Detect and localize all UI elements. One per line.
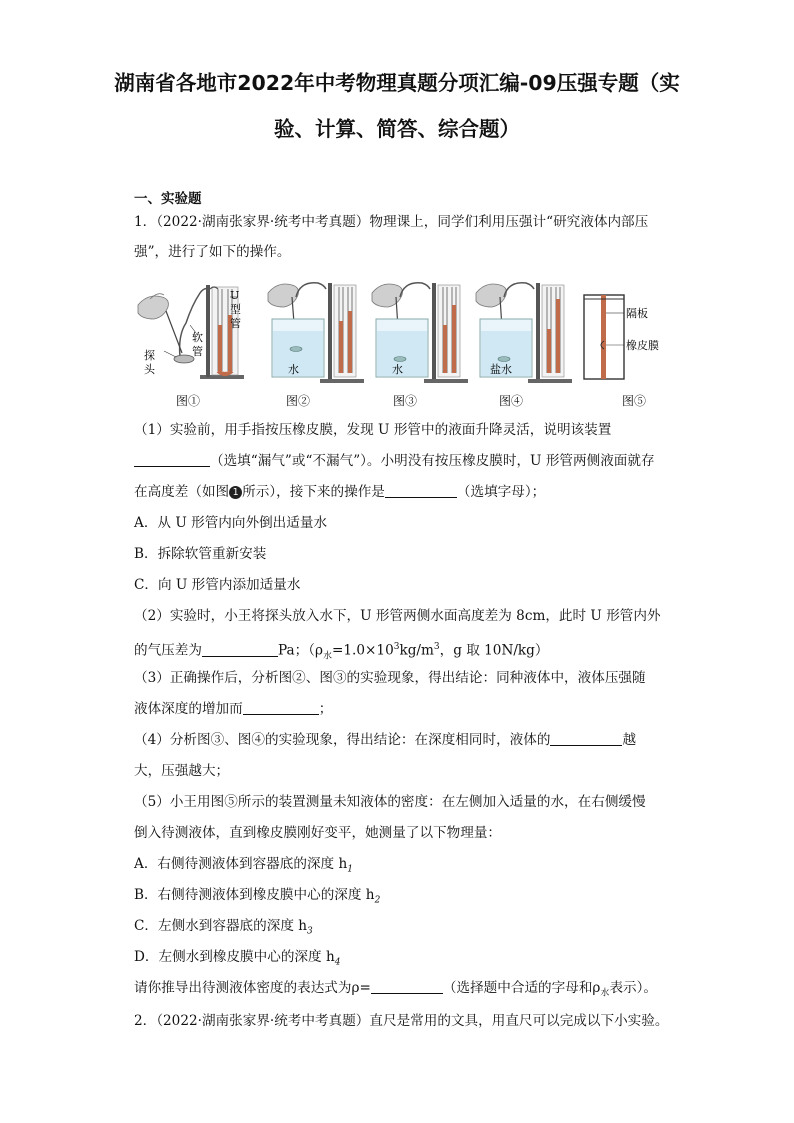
callout-u-tube-2: 型 <box>230 303 241 316</box>
q1-part1-line3-c: （选填字母）； <box>456 484 546 500</box>
answer-blank-6[interactable] <box>371 979 443 994</box>
q1-part3-line1: （3）正确操作后，分析图②、图③的实验现象，得出结论：同种液体中，液体压强随 <box>134 670 646 686</box>
q1-part5-option-c <box>134 917 313 941</box>
fig-label-3: 图③ <box>393 394 418 408</box>
answer-blank-4[interactable] <box>243 700 319 715</box>
q1-part1-line2 <box>134 452 655 470</box>
q1-part5-last-line <box>134 979 657 1003</box>
q1-part3-line2-b: ； <box>318 701 333 717</box>
experiment-figure <box>134 275 674 410</box>
q1-option-a: A．从 U 形管内向外倒出适量水 <box>134 515 328 531</box>
q1-part1-line3-a: 在高度差（如图 <box>134 484 230 500</box>
answer-blank-2[interactable] <box>385 483 457 498</box>
q1-part5-option-a <box>134 855 353 879</box>
q1-part3-line2 <box>134 700 332 718</box>
h3-subscript: 3 <box>307 926 313 937</box>
q1-part2-line1: （2）实验时，小王将探头放入水下，U 形管两侧水面高度差为 8cm，此时 U 形管内外 <box>134 608 661 624</box>
q1-part4-line1-b: 越 <box>622 732 637 748</box>
callout-soft-tube-2: 管 <box>192 345 203 358</box>
fig5-partition-container <box>584 295 659 379</box>
callout-soft-tube-1: 软 <box>192 331 203 344</box>
q1-part5-last-b: （选择题中合适的字母和ρ <box>442 980 601 996</box>
fig2-beaker-setup <box>268 283 364 383</box>
q1-part5-last-a: 请你推导出待测液体密度的表达式为ρ= <box>134 980 371 996</box>
q1-part5-line1: （5）小王用图⑤所示的装置测量未知液体的密度：在左侧加入适量的水，在右侧缓慢 <box>134 794 646 810</box>
q1-part2-density: =1.0×10 <box>332 642 394 659</box>
q1-part2-unit: kg/m <box>399 642 434 659</box>
fig-label-5: 图⑤ <box>622 394 647 408</box>
fig3-water-label: 水 <box>392 363 403 376</box>
fig-label-1: 图① <box>176 394 201 408</box>
q1-part5-option-d <box>134 948 340 972</box>
answer-blank-5[interactable] <box>550 731 622 746</box>
callout-u-tube-3: 管 <box>230 317 241 330</box>
q1-part2-exponent: 3 <box>393 642 400 652</box>
h4-subscript: 4 <box>334 957 341 968</box>
q1-part4-line1 <box>134 731 636 749</box>
q1-stem-line1: 1．（2022·湖南张家界·统考中考真题）物理课上，同学们利用压强计“研究液体内部压 <box>134 214 649 230</box>
q1-part4-line1-a: （4）分析图③、图④的实验现象，得出结论：在深度相同时，液体的 <box>134 732 551 748</box>
fig5-membrane-label: 橡皮膜 <box>626 339 659 352</box>
q1-part2-line2-b: Pa；（ρ <box>277 642 323 659</box>
q1-part5-option-d-text: D．左侧水到橡皮膜中心的深度 h <box>134 949 335 965</box>
h1-subscript: 1 <box>347 864 353 875</box>
q1-part5-option-b-text: B．右侧待测液体到橡皮膜中心的深度 h <box>134 887 375 903</box>
answer-blank-3[interactable] <box>202 642 278 657</box>
q1-part4-line2: 大，压强越大； <box>134 763 230 779</box>
callout-u-tube-1: U <box>230 289 240 302</box>
q1-part1-line3-b: 所示），接下来的操作是 <box>242 484 385 500</box>
q2-stem-line1: 2．（2022·湖南张家界·统考中考真题）直尺是常用的文具，用直尺可以完成以下小实验。 <box>134 1013 669 1029</box>
fig2-water-label: 水 <box>288 363 299 376</box>
q1-part5-last-c: 表示）。 <box>609 980 658 996</box>
h2-subscript: 2 <box>374 895 381 906</box>
callout-probe-1: 探 <box>144 349 155 362</box>
fig-label-2: 图② <box>286 394 311 408</box>
circled-number: 1 <box>229 486 242 499</box>
document-title-line1: 湖南省各地市2022年中考物理真题分项汇编-09压强专题（实 <box>114 71 680 95</box>
q1-part1-line2-text: （选填“漏气”或“不漏气”）。小明没有按压橡皮膜时，U 形管两侧液面就存 <box>210 453 655 469</box>
document-title-line2: 验、计算、简答、综合题） <box>274 117 520 141</box>
q1-stem-line2: 强”，进行了如下的操作。 <box>134 244 291 260</box>
rho-water-subscript: 水 <box>600 988 610 999</box>
q1-part5-option-b <box>134 886 380 910</box>
fig5-partition-label: 隔板 <box>626 307 648 320</box>
fig1-pressure-gauge <box>138 285 244 379</box>
q1-part5-option-c-text: C．左侧水到容器底的深度 h <box>134 918 308 934</box>
fig-label-4: 图④ <box>499 394 524 408</box>
fig4-salt-water-label: 盐水 <box>490 363 512 376</box>
q1-part2-line2 <box>134 638 548 665</box>
q1-part2-line2-a: 的气压差为 <box>134 642 202 659</box>
q1-part3-line2-a: 液体深度的增加而 <box>134 701 243 717</box>
q1-part2-g: ，g 取 10N/kg） <box>439 642 549 659</box>
fig4-beaker-setup <box>476 283 572 383</box>
fig3-beaker-setup <box>372 283 468 383</box>
q1-option-c: C．向 U 形管内添加适量水 <box>134 577 301 593</box>
section-heading: 一、实验题 <box>134 191 202 207</box>
rho-subscript-water: 水 <box>323 651 333 662</box>
answer-blank-1[interactable] <box>134 452 210 467</box>
experiment-figure-svg <box>134 275 674 410</box>
q1-part1-line3 <box>134 483 545 501</box>
q1-part1-line1: （1）实验前，用手指按压橡皮膜，发现 U 形管中的液面升降灵活，说明该装置 <box>134 422 612 438</box>
callout-probe-2: 头 <box>144 363 155 376</box>
q1-part5-option-a-text: A．右侧待测液体到容器底的深度 h <box>134 856 348 872</box>
q1-option-b: B．拆除软管重新安装 <box>134 546 267 562</box>
q1-part2-unit-exponent: 3 <box>433 642 440 652</box>
q1-part5-line2: 倒入待测液体，直到橡皮膜刚好变平，她测量了以下物理量： <box>134 825 502 841</box>
